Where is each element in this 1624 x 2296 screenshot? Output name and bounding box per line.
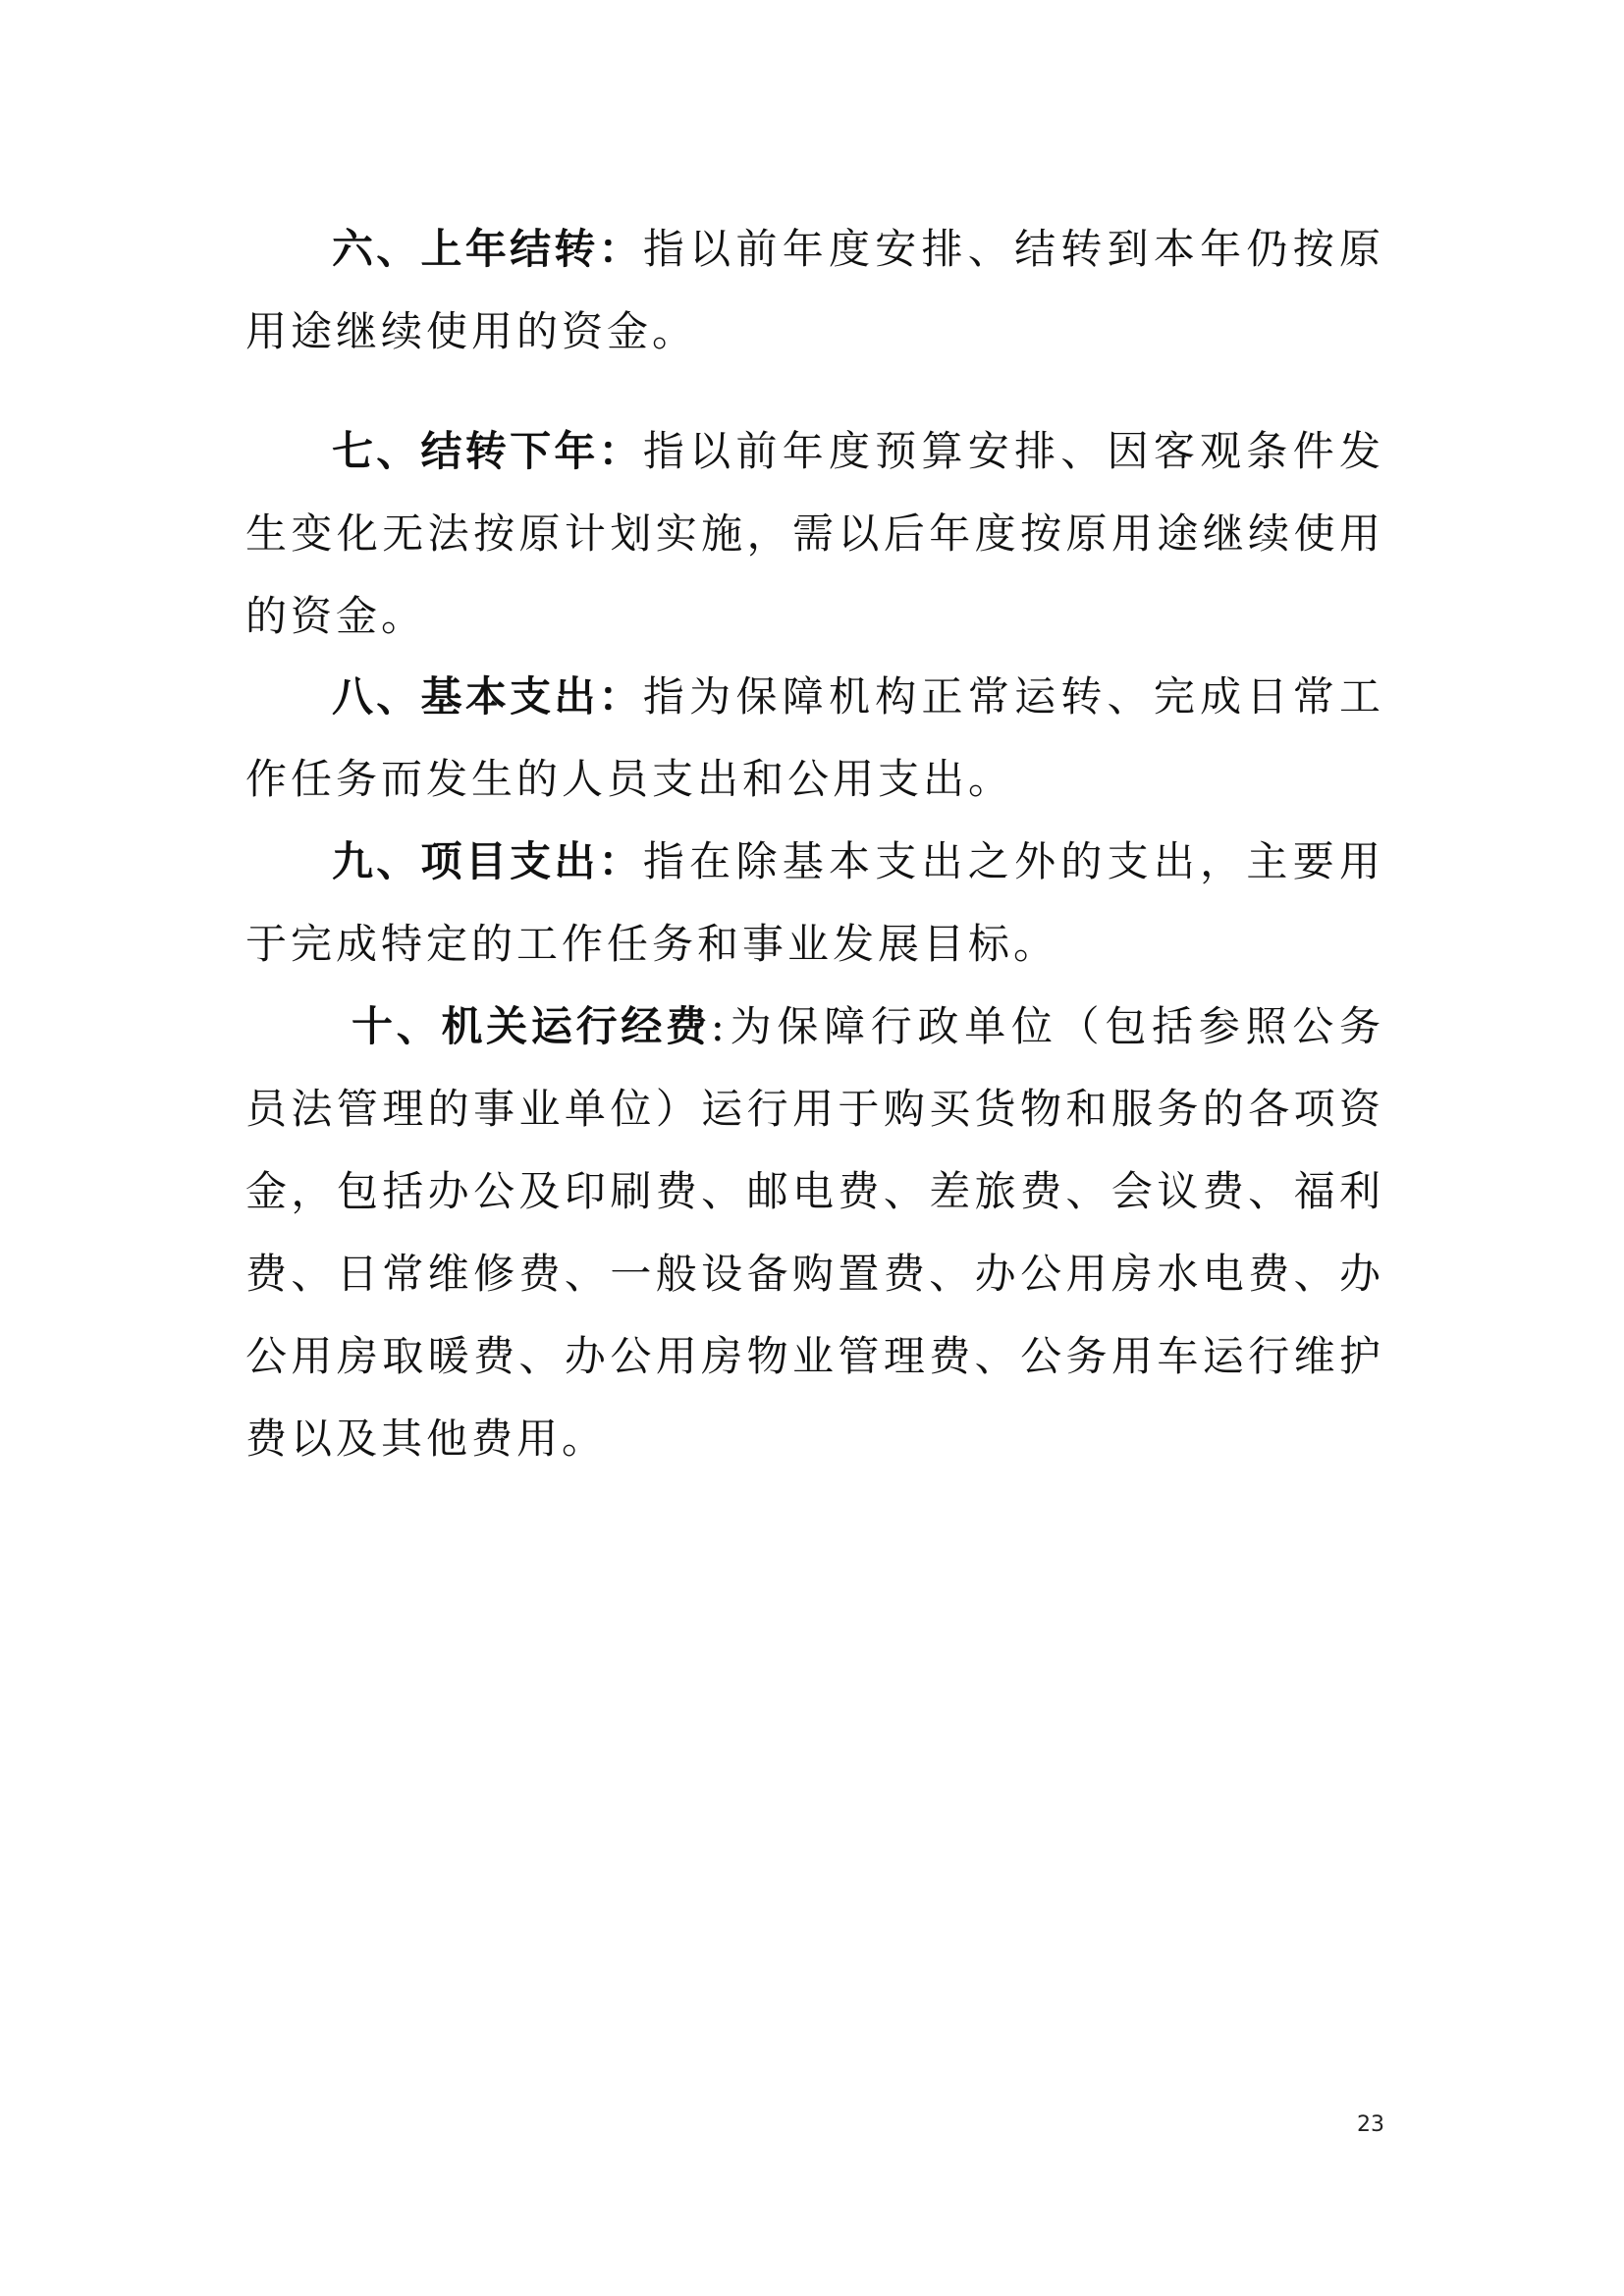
- page-number: 23: [1357, 2112, 1384, 2137]
- definition-operating-expenses: [245, 986, 1384, 1480]
- definition-term: 九、项目支出：: [332, 837, 643, 885]
- definition-text: 指在除基本支出之外的支出，主要用于完成特定的工作任务和事业发展目标。: [245, 837, 1384, 968]
- definition-text: 指以前年度安排、结转到本年仍按原用途继续使用的资金。: [245, 225, 1384, 355]
- definition-basic-expenditure: [245, 656, 1384, 821]
- definition-text: 指为保障机构正常运转、完成日常工作任务而发生的人员支出和公用支出。: [245, 672, 1384, 803]
- definition-text: :为保障行政单位（包括参照公务员法管理的事业单位）运行用于购买货物和服务的各项资金，包括办公及印刷费、邮电费、差旅费、会议费、福利费、日常维修费、一般设备购置费、办公用房水电费、办公用房取暖费、办公用房物业管理费、公务用车运行维护费以及其他费用。: [245, 1002, 1384, 1463]
- definition-term: 十、机关运行经费: [352, 1002, 711, 1050]
- definition-carryover-to-next-year: [245, 410, 1384, 658]
- definition-project-expenditure: [245, 821, 1384, 986]
- definition-term: 七、结转下年：: [332, 427, 643, 475]
- definition-text: 指以前年度预算安排、因客观条件发生变化无法按原计划实施，需以后年度按原用途继续使用的资金。: [245, 427, 1384, 640]
- definition-term: 八、基本支出：: [332, 672, 643, 721]
- definition-carryover-from-last-year: [245, 208, 1384, 373]
- definition-term: 六、上年结转：: [332, 225, 643, 273]
